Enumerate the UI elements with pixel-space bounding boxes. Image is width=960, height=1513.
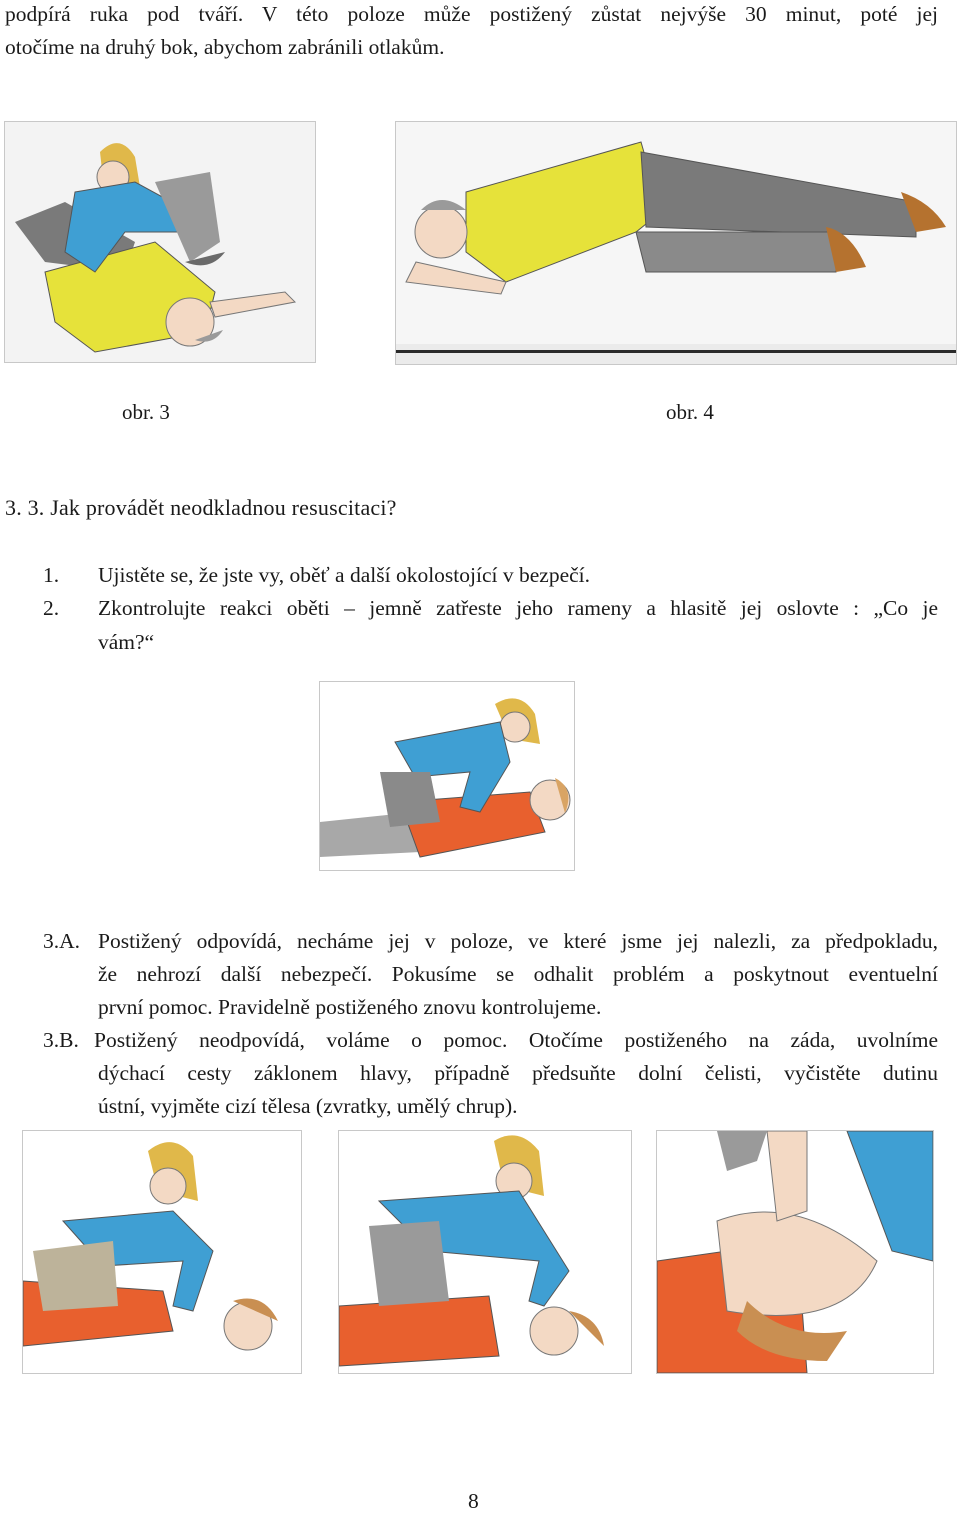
figure-obr-4 xyxy=(395,121,957,365)
caption-obr-3: obr. 3 xyxy=(122,400,170,424)
step-1-number: 1. xyxy=(43,563,60,587)
case-b-line-1: Postižený neodpovídá, voláme o pomoc. Otočíme postiženého na záda, uvolníme xyxy=(94,1028,938,1052)
case-a-line-3: první pomoc. Pravidelně postiženého znovu kontrolujeme. xyxy=(98,995,602,1019)
case-a-label: 3.A. xyxy=(43,929,81,953)
illustration-calling-for-help xyxy=(23,1131,301,1373)
intro-line-2: otočíme na druhý bok, abychom zabránili otlakům. xyxy=(5,35,445,59)
caption-obr-4: obr. 4 xyxy=(666,400,714,424)
illustration-shaking-shoulders xyxy=(320,682,574,870)
intro-line-1: podpírá ruka pod tváří. V této poloze může postižený zůstat nejvýše 30 minut, poté jej xyxy=(5,2,938,26)
case-b-line-2: dýchací cesty záklonem hlavy, případně předsuňte dolní čelisti, vyčistěte dutinu xyxy=(98,1061,938,1085)
step-2-text: Zkontrolujte reakci oběti – jemně zatřeste jeho rameny a hlasitě jej oslovte : „Co je xyxy=(98,596,938,620)
figure-bottom-3 xyxy=(656,1130,934,1374)
page-number: 8 xyxy=(468,1489,479,1513)
case-a-line-2: že nehrozí další nebezpečí. Pokusíme se odhalit problém a poskytnout eventuelní xyxy=(98,962,938,986)
illustration-recovery-position xyxy=(396,122,956,364)
figure-bottom-1 xyxy=(22,1130,302,1374)
section-heading: 3. 3. Jak provádět neodkladnou resuscitaci? xyxy=(5,495,397,520)
illustration-clearing-airway xyxy=(657,1131,933,1373)
case-b-line-3: ústní, vyjměte cizí tělesa (zvratky, umělý chrup). xyxy=(98,1094,518,1118)
step-2-number: 2. xyxy=(43,596,60,620)
step-1-text: Ujistěte se, že jste vy, oběť a další okolostojící v bezpečí. xyxy=(98,563,591,587)
illustration-turning-victim xyxy=(5,122,315,362)
case-a-line-1: Postižený odpovídá, necháme jej v poloze, ve které jsme jej nalezli, za předpokladu, xyxy=(98,929,938,953)
figure-check-response xyxy=(319,681,575,871)
illustration-head-tilt xyxy=(339,1131,631,1373)
figure-bottom-2 xyxy=(338,1130,632,1374)
figure-obr-3 xyxy=(4,121,316,363)
case-b-label: 3.B. xyxy=(43,1028,79,1052)
step-2-continuation: vám?“ xyxy=(98,630,155,654)
